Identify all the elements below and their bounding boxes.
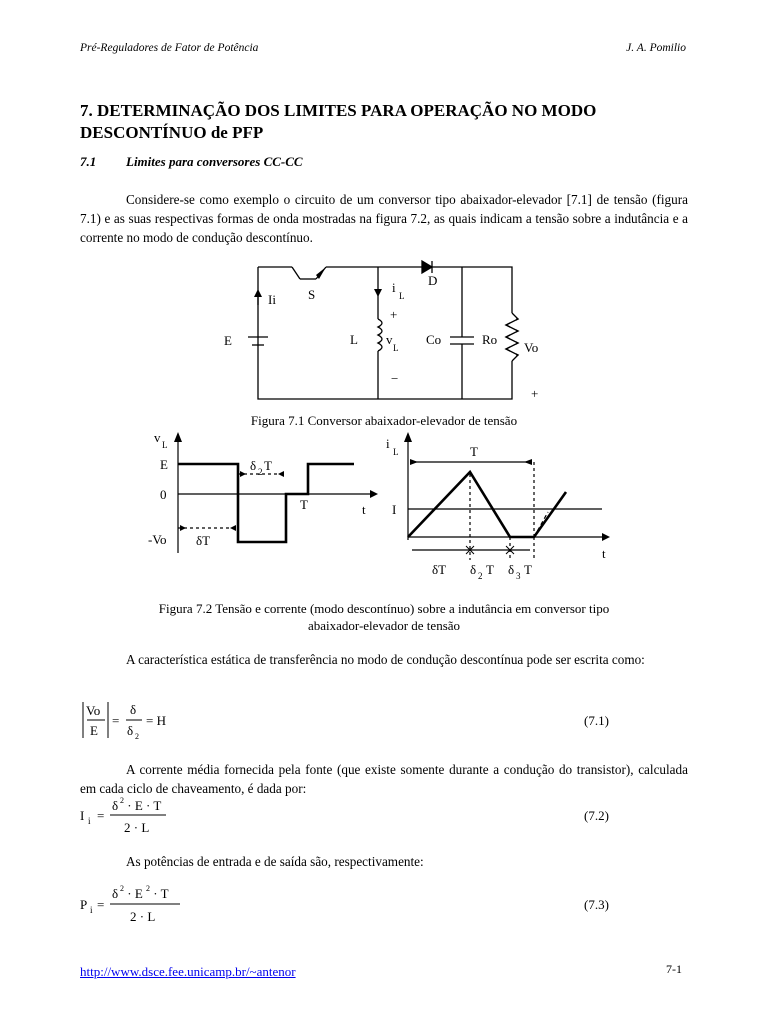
eq2-lhs-sub: i xyxy=(88,816,91,826)
vL-tick-E: E xyxy=(160,457,168,472)
section-heading xyxy=(80,100,700,144)
label-Ro: Ro xyxy=(482,332,498,347)
equation-7-3 xyxy=(80,881,280,927)
eq3-lhs-sub: i xyxy=(90,905,93,915)
subsection-number: 7.1 xyxy=(80,154,97,169)
label-vL-v: v xyxy=(386,332,393,347)
section-heading-line1: 7. DETERMINAÇÃO DOS LIMITES PARA OPERAÇÃO NO MODO xyxy=(80,101,597,120)
vL-tick-zero: 0 xyxy=(160,487,167,502)
iL-d2T-sub: 2 xyxy=(478,571,483,581)
figure1-caption: Figura 7.1 Conversor abaixador-elevador de tensão xyxy=(250,413,518,428)
eq3-num-rest: · T xyxy=(150,886,169,901)
vL-d2T-T: T xyxy=(264,458,272,473)
vL-axis-sub: L xyxy=(162,440,168,450)
footer-url-link[interactable]: http://www.dsce.fee.unicamp.br/~antenor xyxy=(80,964,296,979)
label-minus: − xyxy=(391,371,399,386)
label-D: D xyxy=(428,273,438,288)
eq1-number: (7.1) xyxy=(584,713,609,728)
running-header-title: Pré-Reguladores de Fator de Potência xyxy=(80,42,259,54)
label-plus-top: + xyxy=(390,307,398,322)
vL-d2T-delta: δ xyxy=(250,458,257,473)
iL-tick-I: I xyxy=(392,502,397,517)
vL-d2T-sub: 2 xyxy=(258,467,263,477)
eq3-num-sup: 2 xyxy=(120,884,124,893)
waveform-iL xyxy=(380,432,620,582)
eq2-equals: = xyxy=(97,808,105,823)
eq3-num-sup2: 2 xyxy=(146,884,150,893)
iL-dT-label: δT xyxy=(432,562,447,577)
paragraph-transfer: A característica estática de transferência no modo de condução descontínua pode ser escrita como: xyxy=(126,652,645,667)
label-iL-sub: L xyxy=(399,291,405,301)
eq1-delta-sub: 2 xyxy=(135,732,139,741)
eq3-number: (7.3) xyxy=(584,897,609,912)
eq2-num-delta: δ xyxy=(112,798,119,813)
eq1-e: E xyxy=(90,723,98,738)
eq1-delta-num: δ xyxy=(130,702,137,717)
label-Vo: Vo xyxy=(524,340,539,355)
iL-period-T: T xyxy=(470,444,478,459)
iL-axis-label: i xyxy=(386,436,390,451)
eq2-denom: 2 · L xyxy=(124,820,150,835)
eq1-H: = H xyxy=(146,713,166,728)
paragraph-intro: Considere-se como exemplo o circuito de um conversor tipo abaixador-elevador [7.1] de tensão (figura 7.1) e as suas respectivas formas de onda mostradas na figura 7.2, as quais indicam a tensão sobre a indutância e a corrente no modo de condução descontínuo. xyxy=(80,192,688,245)
label-vL-sub: L xyxy=(393,343,399,353)
eq1-equals: = xyxy=(112,713,120,728)
current-arrow-ii xyxy=(254,289,262,297)
label-iL-i: i xyxy=(392,280,396,295)
eq2-number: (7.2) xyxy=(584,808,609,823)
eq2-num-sup: 2 xyxy=(120,796,124,805)
iL-axis-t: t xyxy=(602,546,606,561)
iL-d2T-delta: δ xyxy=(470,562,477,577)
label-L: L xyxy=(350,332,358,347)
subsection-title: Limites para conversores CC-CC xyxy=(126,154,303,169)
label-plus-bottom: + xyxy=(531,386,539,401)
diode-symbol xyxy=(422,261,432,273)
running-header-author: J. A. Pomilio xyxy=(626,42,686,54)
current-arrow-il xyxy=(374,289,382,297)
label-Ii: Ii xyxy=(268,292,276,307)
iL-axis-sub: L xyxy=(393,447,399,457)
label-S: S xyxy=(308,287,316,302)
vL-axis-t: t xyxy=(362,502,366,517)
vL-tick-minus-vo: -Vo xyxy=(148,532,167,547)
waveform-vL xyxy=(140,428,380,568)
equation-7-2 xyxy=(80,794,280,840)
iL-d3T-T: T xyxy=(524,562,532,577)
iL-trace xyxy=(408,472,566,537)
eq3-lhs: P xyxy=(80,897,88,912)
paragraph-source-current: A corrente média fornecida pela fonte (que existe somente durante a condução do transistor), calculada em cada ciclo de chaveamento, é dada por: xyxy=(80,762,688,796)
switch-leg1 xyxy=(292,267,300,279)
vL-tick-T: T xyxy=(300,497,308,512)
subsection-heading xyxy=(80,154,303,170)
label-E: E xyxy=(224,333,232,348)
vL-axis-label: v xyxy=(154,430,161,445)
label-Co: Co xyxy=(426,332,442,347)
eq3-equals: = xyxy=(97,897,105,912)
eq1-vo: Vo xyxy=(86,703,101,718)
eq3-num-delta: δ xyxy=(112,886,119,901)
vL-trace xyxy=(178,464,354,542)
eq3-denom: 2 · L xyxy=(130,909,156,924)
vL-dT-label: δT xyxy=(196,533,211,548)
page-number: 7-1 xyxy=(666,962,682,976)
inductor-coil xyxy=(378,319,382,351)
iL-d2T-T: T xyxy=(486,562,494,577)
equation-7-1 xyxy=(80,698,260,748)
iL-d3T-delta: δ xyxy=(508,562,515,577)
eq1-delta-den: δ xyxy=(127,723,134,738)
eq2-num-rest: · E · T xyxy=(124,798,162,813)
circuit-frame xyxy=(258,267,512,399)
iL-d3T-sub: 3 xyxy=(516,571,521,581)
eq2-lhs: I xyxy=(80,808,85,823)
circuit-diagram xyxy=(200,255,560,415)
eq3-num-mid: · E xyxy=(124,886,143,901)
figure2-caption-line1: Figura 7.2 Tensão e corrente (modo descontínuo) sobre a indutância em conversor tipo xyxy=(158,601,610,616)
figure2-caption-line2: abaixador-elevador de tensão xyxy=(307,618,461,633)
paragraph-powers: As potências de entrada e de saída são, respectivamente: xyxy=(126,854,424,869)
figure2-caption xyxy=(80,600,688,634)
section-heading-line2: DESCONTÍNUO de PFP xyxy=(80,123,264,142)
